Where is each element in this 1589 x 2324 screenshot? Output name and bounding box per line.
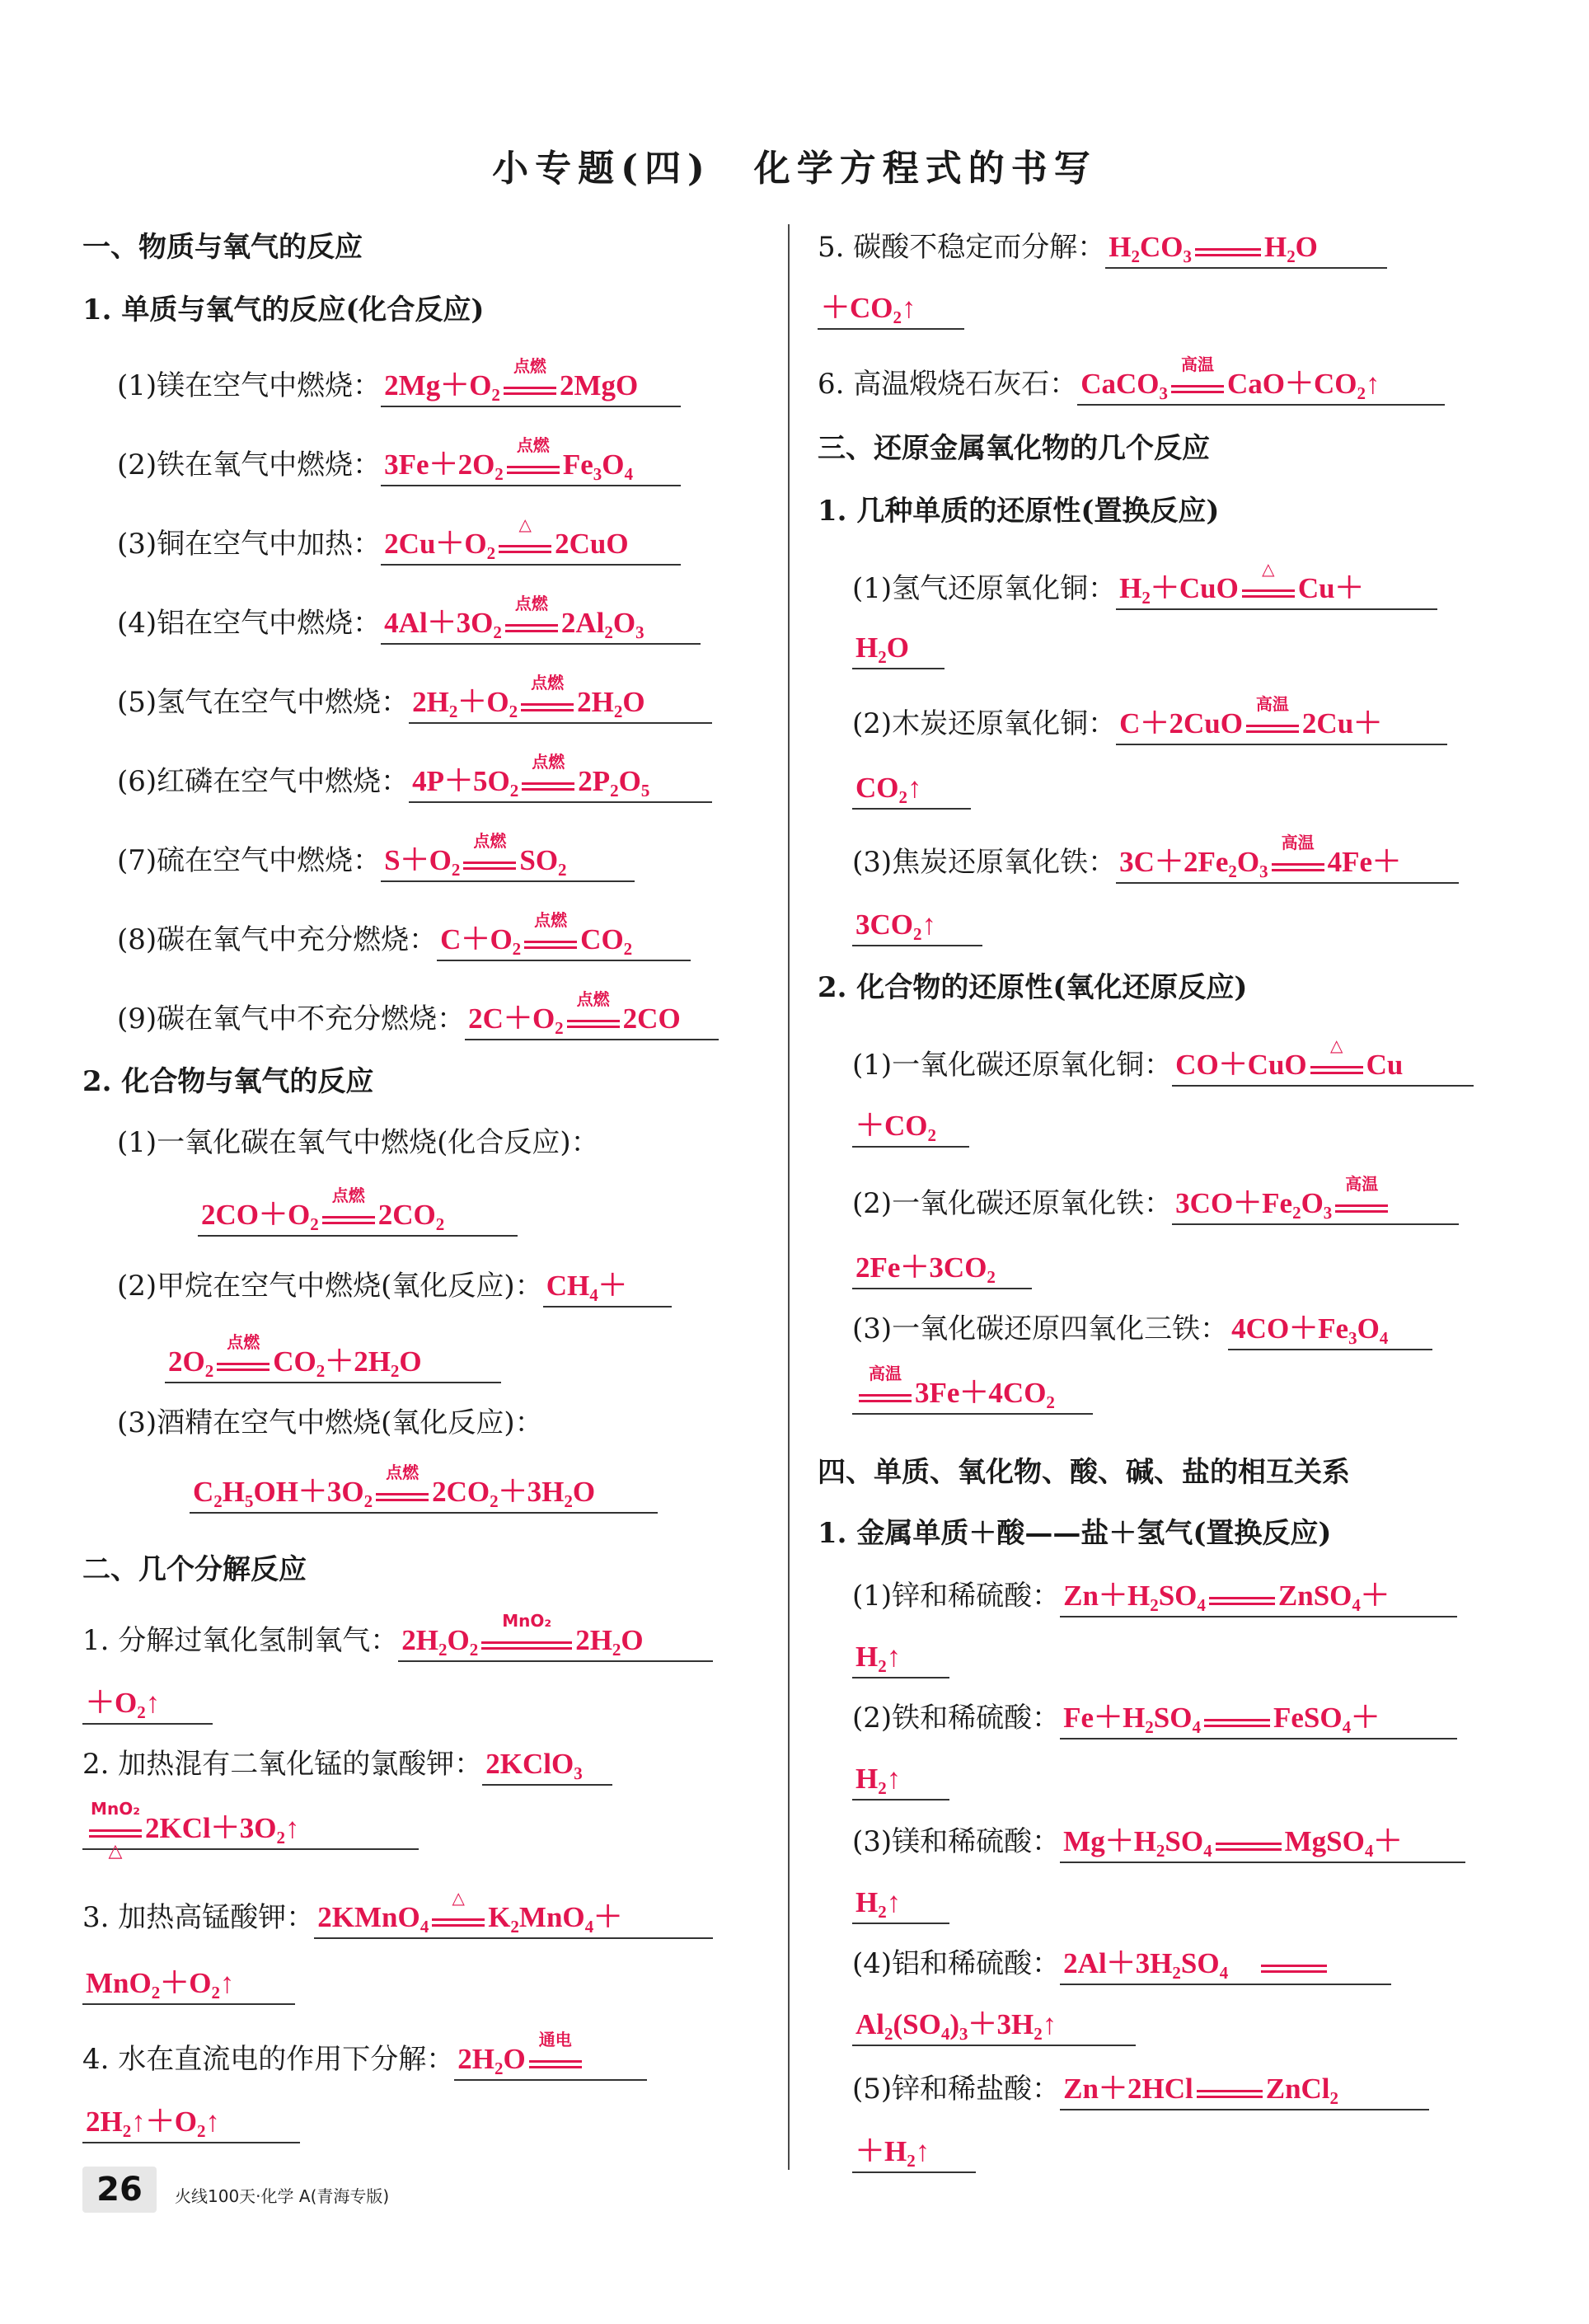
question-row	[117, 751, 712, 803]
question-row	[852, 1639, 949, 1678]
answer-equation: H₂↑	[852, 1761, 949, 1801]
answer-equation: MnO₂＋O₂↑	[82, 1965, 295, 2005]
answer-equation: 2Al＋3H₂SO₄	[1060, 1946, 1391, 1985]
question-label: 6. 高温煅烧石灰石：	[818, 368, 1078, 401]
equals-sign: △	[432, 1912, 485, 1928]
answer-equation: H₂CO₃ H₂O	[1105, 229, 1387, 269]
question-row	[852, 1946, 1391, 1985]
question-label: 3. 加热高锰酸钾：	[82, 1901, 315, 1934]
question-row	[117, 355, 681, 407]
question-row	[82, 1746, 612, 1786]
answer-equation: ＋CO₂↑	[818, 290, 964, 330]
equals-sign: △	[1242, 583, 1295, 599]
question-row	[82, 1798, 419, 1862]
question-row	[82, 1610, 713, 1662]
answer-equation: 3C＋2Fe₂O₃ 高温 4Fe＋	[1116, 844, 1459, 884]
question-label: (1)锌和稀硫酸：	[852, 1580, 1061, 1613]
equals-sign: 点燃	[522, 776, 574, 792]
equals-sign: 点燃	[463, 855, 516, 871]
page-number: 26	[82, 2167, 157, 2213]
page-title: 小专题(四) 化学方程式的书写	[492, 148, 1097, 190]
question-label: (3)一氧化碳还原四氧化三铁：	[852, 1312, 1229, 1345]
answer-equation: 4Al＋3O₂ 点燃 2Al₂O₃	[381, 605, 701, 645]
answer-equation: 2H₂↑＋O₂↑	[82, 2104, 300, 2143]
answer-equation: CO₂↑	[852, 770, 971, 810]
question-row	[852, 2007, 1136, 2046]
answer-equation: Zn＋2HCl ZnCl₂	[1060, 2071, 1429, 2110]
answer-equation: 高温 3Fe＋4CO₂	[852, 1375, 1093, 1415]
equals-sign: 点燃	[217, 1356, 270, 1373]
question-label: (2)铁和稀硫酸：	[852, 1702, 1061, 1735]
section-heading: 二、几个分解反应	[82, 1553, 307, 1586]
question-row	[117, 514, 681, 566]
answer-equation: Mg＋H₂SO₄ MgSO₄＋	[1060, 1824, 1465, 1863]
question-row	[852, 2134, 976, 2173]
subsection-heading: 2. 化合物的还原性(氧化还原反应)	[818, 971, 1248, 1004]
question-row	[852, 630, 944, 669]
answer-equation: 2H₂＋O₂ 点燃 2H₂O	[409, 684, 712, 724]
section-heading: 一、物质与氧气的反应	[82, 231, 363, 264]
equals-sign: 点燃	[524, 934, 577, 951]
question-label: (9)碳在氧气中不充分燃烧：	[117, 1002, 466, 1035]
question-row	[852, 1885, 949, 1924]
answer-equation: 2H₂O 通电	[454, 2041, 647, 2081]
answer-equation: CO＋CuO △ Cu	[1172, 1047, 1474, 1087]
question-label: (3)铜在空气中加热：	[117, 528, 382, 561]
answer-equation: C＋2CuO 高温 2Cu＋	[1116, 706, 1447, 745]
section-heading: 四、单质、氧化物、酸、碱、盐的相互关系	[818, 1456, 1350, 1489]
question-row	[852, 770, 971, 810]
question-label: (1)一氧化碳还原氧化铜：	[852, 1049, 1173, 1082]
question-row	[117, 1268, 672, 1308]
question-label: (6)红磷在空气中燃烧：	[117, 765, 410, 798]
answer-equation: H₂↑	[852, 1639, 949, 1678]
question-row	[852, 1578, 1457, 1617]
question-row	[852, 558, 1437, 610]
answer-equation: C＋O₂ 点燃 CO₂	[437, 922, 691, 961]
column-divider	[788, 224, 790, 2170]
answer-equation: CH₄＋	[543, 1268, 672, 1308]
equals-sign: △	[499, 538, 551, 555]
section-heading: 三、还原金属氧化物的几个反应	[818, 432, 1210, 465]
equals-sign	[1195, 242, 1261, 258]
answer-equation: 2Cu＋O₂ △ 2CuO	[381, 526, 681, 566]
question-label: (2)甲烷在空气中燃烧(氧化反应)：	[117, 1270, 543, 1303]
book-title: 火线100天·化学 A(青海专版)	[175, 2186, 390, 2206]
question-row	[852, 1173, 1459, 1225]
subsection-heading: 1. 单质与氧气的反应(化合反应)	[82, 293, 485, 326]
question-row	[818, 354, 1445, 406]
question-row	[818, 290, 964, 330]
question-row	[852, 1250, 1032, 1289]
question-label: 1. 分解过氧化氢制氧气：	[82, 1624, 399, 1657]
answer-equation: 2Fe＋3CO₂	[852, 1250, 1032, 1289]
answer-equation: MnO₂ △ 2KCl＋3O₂↑	[82, 1810, 419, 1850]
question-label: (7)硫在空气中燃烧：	[117, 844, 382, 877]
answer-equation: Fe＋H₂SO₄ FeSO₄＋	[1060, 1700, 1457, 1739]
question-label: (1)镁在空气中燃烧：	[117, 369, 382, 402]
answer-equation: 2CO＋O₂ 点燃 2CO₂	[198, 1197, 518, 1237]
answer-equation: 3CO₂↑	[852, 907, 982, 946]
equals-sign: 高温	[1246, 718, 1299, 735]
answer-equation: CaCO₃ 高温 CaO＋CO₂↑	[1077, 366, 1445, 406]
answer-equation: 2KClO₃	[482, 1746, 612, 1786]
question-row	[117, 672, 712, 724]
question-label: (3)镁和稀硫酸：	[852, 1825, 1061, 1858]
equals-sign: 高温	[1171, 378, 1224, 395]
answer-equation: 3CO＋Fe₂O₃ 高温	[1172, 1185, 1459, 1225]
question-label: (4)铝和稀硫酸：	[852, 1947, 1061, 1980]
answer-equation: ＋H₂↑	[852, 2134, 976, 2173]
question-row	[852, 1761, 949, 1801]
question-label: (4)铝在空气中燃烧：	[117, 607, 382, 640]
question-row	[165, 1331, 501, 1383]
answer-equation: S＋O₂ 点燃 SO₂	[381, 843, 635, 882]
answer-equation: H₂↑	[852, 1885, 949, 1924]
equals-sign: 点燃	[504, 380, 556, 397]
equals-sign: △	[1310, 1059, 1363, 1076]
equals-sign: 高温	[859, 1387, 912, 1404]
question-label: (3)焦炭还原氧化铁：	[852, 846, 1117, 879]
question-label: (2)木炭还原氧化铜：	[852, 707, 1117, 740]
equals-sign: 点燃	[322, 1209, 375, 1226]
answer-equation: ＋O₂↑	[82, 1685, 213, 1725]
question-label: 5. 碳酸不稳定而分解：	[818, 231, 1106, 264]
equals-sign	[1216, 1836, 1282, 1852]
equals-sign: 点燃	[521, 697, 574, 713]
question-label: (1)氢气还原氧化铜：	[852, 572, 1117, 605]
question-label: (1)一氧化碳在氧气中燃烧(化合反应)：	[117, 1126, 599, 1159]
equals-sign: 点燃	[376, 1486, 429, 1503]
question-row	[82, 2104, 300, 2143]
question-row	[818, 229, 1387, 269]
question-row	[190, 1462, 658, 1514]
question-row	[852, 1363, 1093, 1415]
equals-sign	[1197, 2083, 1263, 2100]
question-label: (8)碳在氧气中充分燃烧：	[117, 923, 438, 956]
question-row	[852, 1824, 1465, 1863]
answer-equation: 2H₂O₂ MnO₂ 2H₂O	[398, 1622, 713, 1662]
equals-sign: 高温	[1335, 1198, 1388, 1214]
answer-equation: 2KMnO₄ △ K₂MnO₄＋	[314, 1899, 713, 1939]
answer-equation: 2Mg＋O₂ 点燃 2MgO	[381, 368, 681, 407]
equals-sign: 点燃	[567, 1013, 620, 1030]
equals-sign: MnO₂ △	[89, 1823, 142, 1839]
answer-equation: C₂H₅OH＋3O₂ 点燃 2CO₂＋3H₂O	[190, 1474, 658, 1514]
equals-sign	[1209, 1590, 1275, 1607]
answer-equation: H₂O	[852, 630, 944, 669]
question-row	[852, 693, 1447, 745]
question-label: 4. 水在直流电的作用下分解：	[82, 2043, 455, 2076]
equals-sign	[1261, 1958, 1327, 1974]
question-row	[198, 1185, 518, 1237]
question-label: (3)酒精在空气中燃烧(氧化反应)：	[117, 1406, 543, 1439]
equals-sign	[1204, 1712, 1270, 1729]
answer-equation: 2O₂ 点燃 CO₂＋2H₂O	[165, 1344, 501, 1383]
question-label: (5)氢气在空气中燃烧：	[117, 686, 410, 719]
answer-equation: ＋CO₂	[852, 1108, 969, 1148]
question-row	[117, 593, 701, 645]
answer-equation: Al₂(SO₄)₃＋3H₂↑	[852, 2007, 1136, 2046]
question-row	[852, 2071, 1429, 2110]
question-row	[117, 988, 719, 1040]
answer-equation: 4P＋5O₂ 点燃 2P₂O₅	[409, 763, 712, 803]
question-label: (2)一氧化碳还原氧化铁：	[852, 1187, 1173, 1220]
question-row	[117, 434, 681, 486]
answer-equation: 3Fe＋2O₂ 点燃 Fe₃O₄	[381, 447, 681, 486]
answer-equation: Zn＋H₂SO₄ ZnSO₄＋	[1060, 1578, 1457, 1617]
equals-sign: MnO₂	[481, 1635, 572, 1651]
equals-sign: 点燃	[507, 459, 560, 476]
subsection-heading: 1. 金属单质＋酸——盐＋氢气(置换反应)	[818, 1517, 1332, 1550]
question-row	[852, 832, 1459, 884]
question-label: (5)锌和稀盐酸：	[852, 2073, 1061, 2106]
question-label: (2)铁在氧气中燃烧：	[117, 448, 382, 481]
subsection-heading: 2. 化合物与氧气的反应	[82, 1065, 374, 1098]
answer-equation: 4CO＋Fe₃O₄	[1228, 1311, 1432, 1350]
equals-sign: 高温	[1272, 857, 1324, 873]
question-row	[852, 1108, 969, 1148]
question-row	[82, 1887, 713, 1939]
equals-sign: 点燃	[505, 617, 558, 634]
question-row	[852, 1700, 1457, 1739]
question-row	[117, 830, 635, 882]
answer-equation: 2C＋O₂ 点燃 2CO	[465, 1001, 719, 1040]
subsection-heading: 1. 几种单质的还原性(置换反应)	[818, 495, 1220, 528]
question-label: 2. 加热混有二氧化锰的氯酸钾：	[82, 1748, 483, 1781]
question-row	[82, 2029, 647, 2081]
question-row	[852, 907, 982, 946]
question-row	[82, 1965, 295, 2005]
question-row	[852, 1311, 1432, 1350]
equals-sign: 通电	[529, 2054, 582, 2070]
question-row	[852, 1035, 1474, 1087]
answer-equation: H₂＋CuO △ Cu＋	[1116, 570, 1437, 610]
question-row	[117, 909, 691, 961]
question-row	[82, 1685, 213, 1725]
